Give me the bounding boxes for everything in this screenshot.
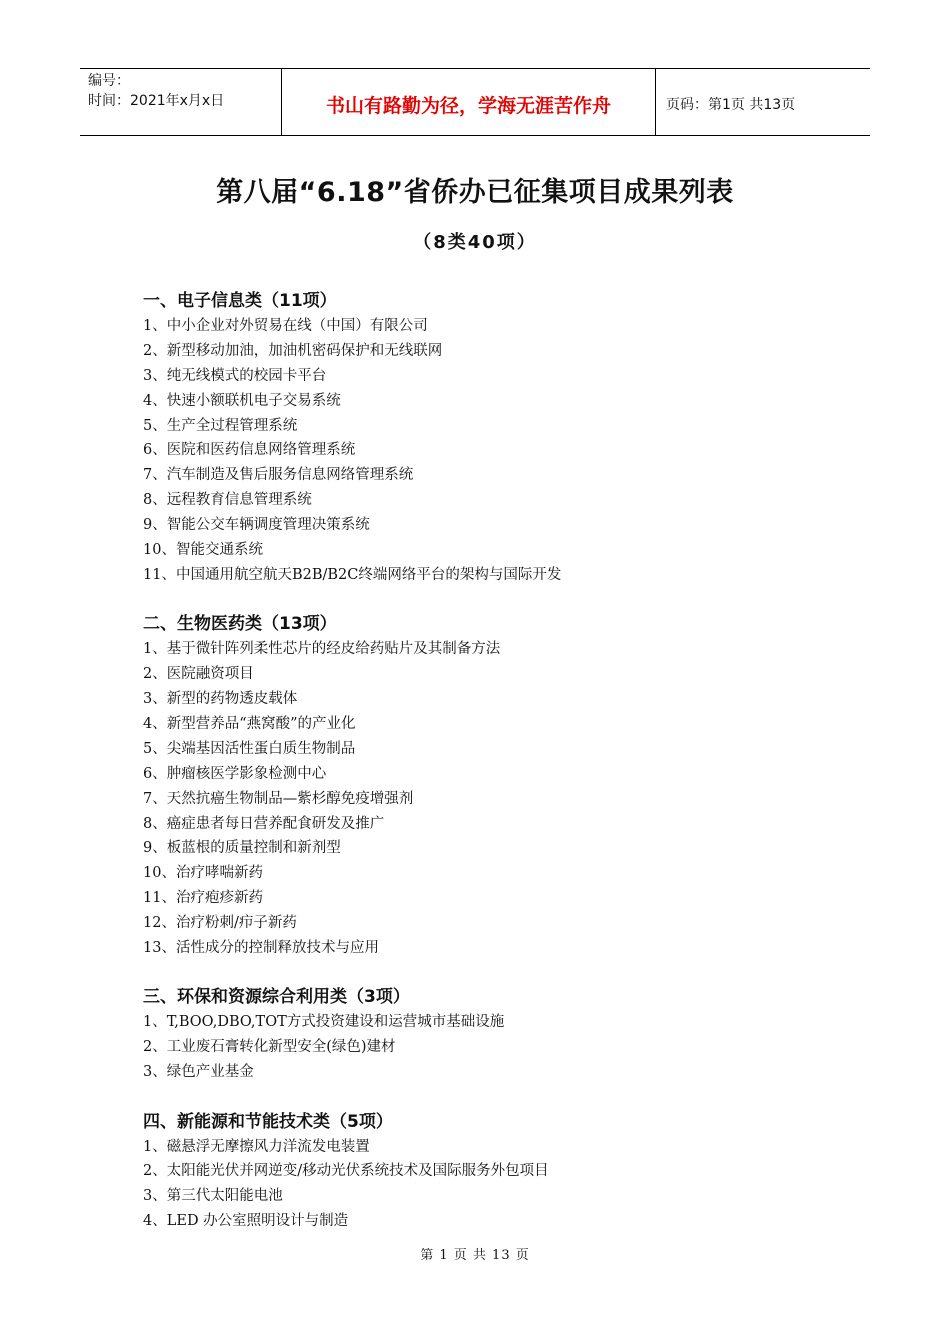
category-section [143, 612, 843, 961]
project-item: 6、肿瘤核医学影象检测中心 [143, 765, 327, 782]
project-item: 3、新型的药物透皮载体 [143, 691, 298, 708]
project-item: 3、纯无线模式的校园卡平台 [143, 367, 327, 384]
project-item: 11、治疗疱疹新药 [143, 890, 263, 907]
serial-number-label: 编号： [88, 73, 130, 89]
project-item: 5、尖端基因活性蛋白质生物制品 [143, 740, 356, 757]
header-motto: 书山有路勤为径，学海无涯苦作舟 [282, 69, 656, 135]
category-section [143, 1110, 843, 1235]
document-title: 第八届“6.18”省侨办已征集项目成果列表 [216, 177, 734, 208]
project-item: 4、LED 办公室照明设计与制造 [143, 1213, 349, 1230]
project-item: 7、天然抗癌生物制品—紫杉醇免疫增强剂 [143, 790, 414, 807]
project-item: 9、智能公交车辆调度管理决策系统 [143, 517, 370, 534]
project-item: 8、远程教育信息管理系统 [143, 492, 312, 509]
project-item: 10、治疗哮喘新药 [143, 865, 263, 882]
project-item: 1、T,BOO,DBO,TOT方式投资建设和运营城市基础设施 [143, 1014, 505, 1031]
category-heading: 三、环保和资源综合利用类（3项） [143, 987, 410, 1008]
page-footer: 第 1 页 共 13 页 [420, 1248, 530, 1263]
project-item: 11、中国通用航空航天B2B/B2C终端网络平台的架构与国际开发 [143, 566, 562, 583]
header-table [80, 68, 870, 136]
project-item: 4、快速小额联机电子交易系统 [143, 392, 341, 409]
project-item: 2、新型移动加油，加油机密码保护和无线联网 [143, 342, 443, 359]
project-item: 9、板蓝根的质量控制和新剂型 [143, 840, 341, 857]
project-item: 1、基于微针阵列柔性芯片的经皮给药贴片及其制备方法 [143, 641, 501, 658]
project-item: 6、医院和医药信息网络管理系统 [143, 442, 356, 459]
category-heading: 二、生物医药类（13项） [143, 614, 337, 635]
project-item: 3、第三代太阳能电池 [143, 1188, 283, 1205]
category-heading: 一、电子信息类（11项） [143, 291, 337, 311]
category-section [143, 289, 843, 588]
header-page-info: 页码：第1页 共13页 [666, 97, 796, 113]
project-item: 3、绿色产业基金 [143, 1064, 254, 1081]
project-item: 2、医院融资项目 [143, 666, 254, 683]
project-item: 2、太阳能光伏并网逆变/移动光伏系统技术及国际服务外包项目 [143, 1163, 549, 1180]
category-heading: 四、新能源和节能技术类（5项） [143, 1111, 393, 1132]
project-list [143, 289, 843, 1259]
category-section [143, 985, 843, 1085]
project-item: 12、治疗粉刺/疖子新药 [143, 915, 297, 932]
date-label: 时间：2021年x月x日 [88, 93, 225, 109]
project-item: 2、工业废石膏转化新型安全(绿色)建材 [143, 1039, 396, 1056]
project-item: 1、中小企业对外贸易在线（中国）有限公司 [143, 318, 428, 334]
project-item: 5、生产全过程管理系统 [143, 417, 298, 434]
header-info-cell [80, 69, 282, 135]
project-item: 10、智能交通系统 [143, 542, 263, 559]
project-item: 1、磁悬浮无摩擦风力洋流发电装置 [143, 1138, 370, 1155]
project-item: 4、新型营养品“燕窝酸”的产业化 [143, 715, 356, 732]
project-item: 7、汽车制造及售后服务信息网络管理系统 [143, 467, 414, 484]
document-subtitle: （8类40项） [413, 232, 537, 253]
project-item: 13、活性成分的控制释放技术与应用 [143, 939, 379, 956]
project-item: 8、癌症患者每日营养配食研发及推广 [143, 815, 385, 832]
